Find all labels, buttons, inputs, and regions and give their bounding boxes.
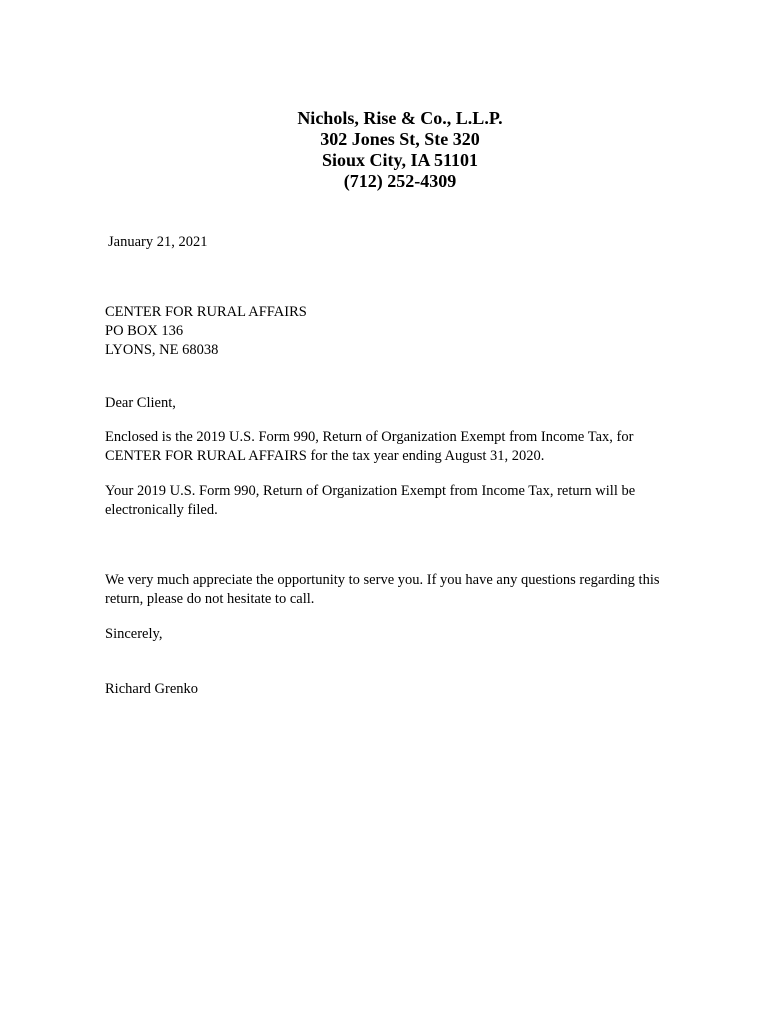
paragraph-line: electronically filed. [105, 502, 218, 518]
salutation: Dear Client, [105, 395, 176, 411]
firm-street: 302 Jones St, Ste 320 [320, 129, 480, 149]
paragraph-line: We very much appreciate the opportunity to serve you. If you have any questions regarding this [105, 572, 660, 588]
paragraph-appreciation [105, 571, 705, 609]
recipient-address-line2: LYONS, NE 68038 [105, 342, 219, 358]
paragraph-line: CENTER FOR RURAL AFFAIRS for the tax year ending August 31, 2020. [105, 448, 545, 464]
paragraph-line: Your 2019 U.S. Form 990, Return of Organization Exempt from Income Tax, return will be [105, 483, 636, 499]
paragraph-filing [105, 482, 705, 520]
recipient-name: CENTER FOR RURAL AFFAIRS [105, 304, 307, 320]
letterhead [0, 108, 770, 192]
recipient-address-line1: PO BOX 136 [105, 323, 184, 339]
recipient-address [105, 303, 705, 360]
paragraph-line: return, please do not hesitate to call. [105, 591, 315, 607]
paragraph-line: Enclosed is the 2019 U.S. Form 990, Return of Organization Exempt from Income Tax, for [105, 429, 634, 445]
letter-date: January 21, 2021 [108, 234, 208, 250]
paragraph-enclosure [105, 428, 705, 466]
closing: Sincerely, [105, 626, 163, 642]
signer-name: Richard Grenko [105, 681, 199, 697]
firm-name: Nichols, Rise & Co., L.L.P. [297, 108, 503, 128]
firm-phone: (712) 252-4309 [343, 171, 457, 191]
firm-city-state-zip: Sioux City, IA 51101 [321, 150, 479, 170]
